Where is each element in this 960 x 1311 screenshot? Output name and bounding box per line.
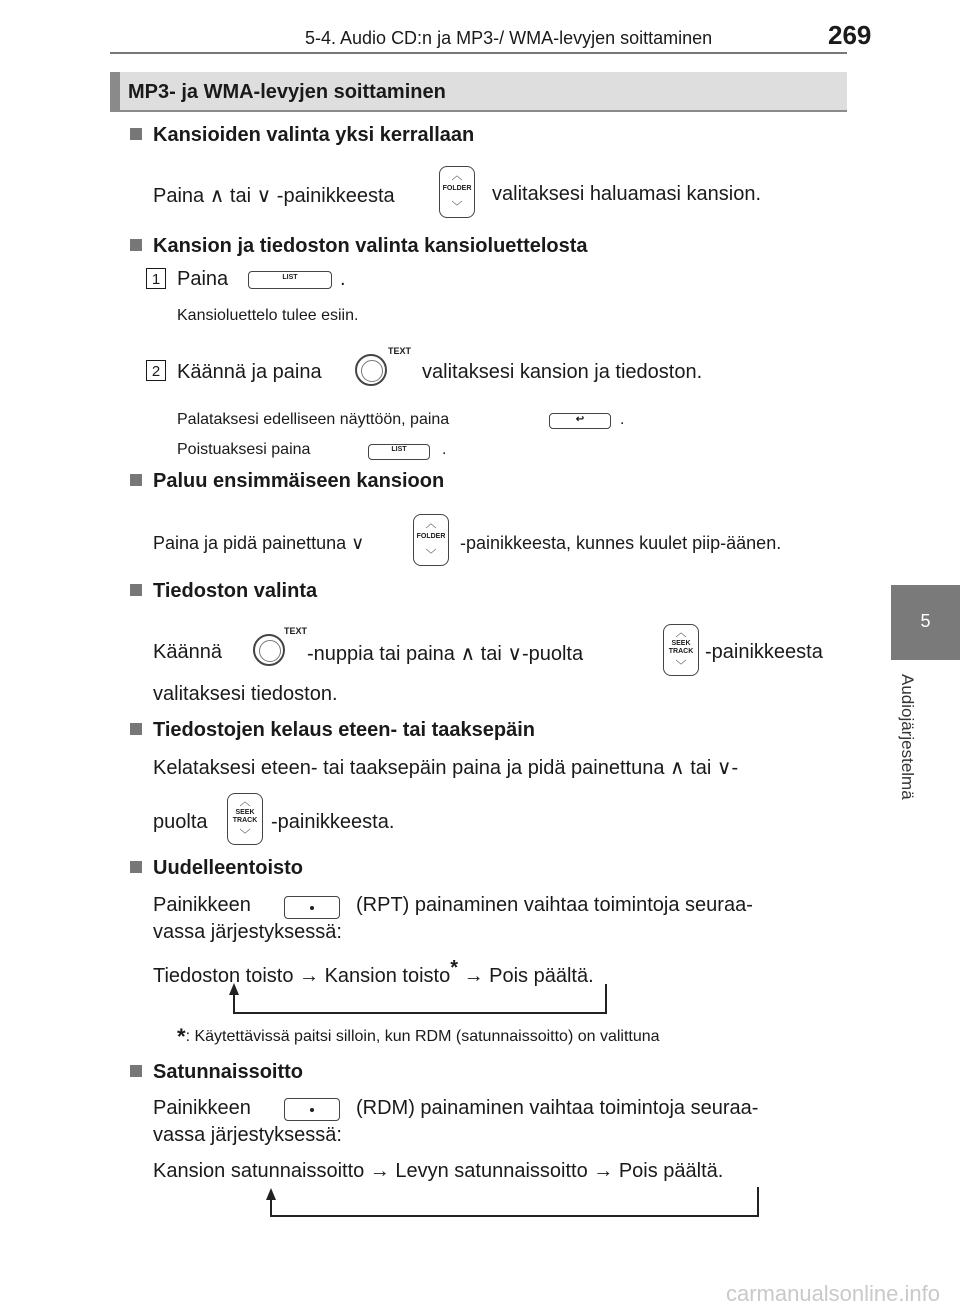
bullet-square-icon	[130, 584, 142, 596]
back-note-text-b: .	[620, 411, 625, 428]
step1-text-a: Paina	[177, 268, 229, 290]
bullet-square-icon	[130, 1065, 142, 1077]
heading-folder-list	[130, 235, 588, 258]
step1-note: Kansioluettelo tulee esiin.	[177, 307, 359, 324]
bullet-square-icon	[130, 239, 142, 251]
bullet-square-icon	[130, 128, 142, 140]
chapter-title: 5-4. Audio CD:n ja MP3-/ WMA-levyjen soittaminen	[305, 28, 713, 48]
heading-text: Tiedoston valinta	[153, 580, 318, 602]
exit-note-text-b: .	[442, 441, 447, 458]
button-label: ↩	[575, 414, 585, 425]
knob-label: TEXT	[284, 626, 308, 636]
chevron-down-icon: ﹀	[239, 829, 251, 841]
heading-text: Uudelleentoisto	[153, 857, 304, 879]
heading-text: Kansion ja tiedoston valinta kansioluettelosta	[153, 235, 588, 257]
step-number-1: 1	[146, 268, 166, 289]
bullet-square-icon	[130, 861, 142, 873]
s7-text-a: Painikkeen	[153, 1097, 251, 1119]
s6-text-c: vassa järjestyksessä:	[153, 921, 342, 943]
back-button-icon	[549, 413, 611, 429]
section-title: MP3- ja WMA-levyjen soittaminen	[128, 81, 446, 103]
exit-note-text-a: Poistuaksesi paina	[177, 441, 311, 458]
loop-line-bottom	[270, 1215, 759, 1217]
chevron-down-icon: ﹀	[451, 201, 463, 213]
header-rule	[110, 52, 847, 54]
random-sequence: Kansion satunnaissoitto → Levyn satunnaissoitto → Pois päältä.	[153, 1160, 724, 1182]
chevron-up-icon: ︿	[451, 170, 463, 182]
step-number-2: 2	[146, 360, 166, 381]
s3-text-b: -painikkeesta, kunnes kuulet piip-äänen.	[460, 533, 782, 553]
chevron-down-icon: ﹀	[425, 549, 437, 561]
bullet-square-icon	[130, 474, 142, 486]
s7-text-b: (RDM) painaminen vaihtaa toimintoja seuraa-	[356, 1097, 759, 1119]
rdm-button-icon	[284, 1098, 340, 1121]
tune-knob-icon	[253, 634, 285, 666]
side-tab-number: 5	[920, 611, 931, 631]
track-label: TRACK	[668, 648, 694, 655]
heading-text: Kansioiden valinta yksi kerrallaan	[153, 124, 475, 146]
track-label: TRACK	[232, 817, 258, 824]
list-button-icon	[368, 444, 430, 460]
loop-line-left	[233, 994, 235, 1014]
rpt-button-icon	[284, 896, 340, 919]
s6-text-a: Painikkeen	[153, 894, 251, 916]
step2-text-a: Käännä ja paina	[177, 361, 322, 383]
heading-file-select	[130, 580, 317, 603]
seek-track-button-icon	[663, 624, 699, 676]
back-note-text-a: Palataksesi edelliseen näyttöön, paina	[177, 411, 450, 428]
side-tab	[891, 585, 960, 660]
s4-text-d: valitaksesi tiedoston.	[153, 683, 338, 705]
heading-repeat	[130, 857, 303, 880]
side-tab-label-text: Audiojärjestelmä	[898, 674, 917, 800]
folder-button-icon	[439, 166, 475, 218]
button-label	[664, 640, 698, 656]
heading-folder-select	[130, 124, 474, 147]
repeat-sequence	[153, 957, 594, 988]
button-label: LIST	[282, 274, 298, 281]
footnote-asterisk: *	[177, 1024, 186, 1049]
s5-text-c: -painikkeesta.	[271, 811, 395, 833]
knob-label: TEXT	[388, 346, 412, 356]
s4-text-a: Käännä	[153, 641, 222, 663]
chevron-up-icon: ︿	[675, 627, 687, 639]
s5-text-b: puolta	[153, 811, 208, 833]
section-header-edge	[110, 72, 120, 110]
s7-text-c: vassa järjestyksessä:	[153, 1124, 342, 1146]
s1-text-a: Paina ∧ tai ∨ -painikkeesta	[153, 185, 395, 207]
heading-fast-forward	[130, 719, 535, 742]
sequence-text-b: → Pois päältä.	[463, 965, 594, 987]
button-dot-icon	[310, 1108, 314, 1112]
sequence-text-a: Tiedoston toisto → Kansion toisto	[153, 965, 451, 987]
button-label: LIST	[391, 446, 407, 453]
tune-knob-icon	[355, 354, 387, 386]
s1-text-b: valitaksesi haluamasi kansion.	[492, 183, 762, 205]
chevron-up-icon: ︿	[239, 796, 251, 808]
folder-button-icon	[413, 514, 449, 566]
chevron-up-icon: ︿	[425, 518, 437, 530]
s5-text-a: Kelataksesi eteen- tai taaksepäin paina ja pidä painettuna ∧ tai ∨-	[153, 757, 739, 779]
s3-text-a: Paina ja pidä painettuna ∨	[153, 533, 365, 553]
loop-line-right	[757, 1187, 759, 1217]
heading-text: Satunnaissoitto	[153, 1061, 304, 1083]
s4-text-b: -nuppia tai paina ∧ tai ∨-puolta	[307, 643, 584, 665]
heading-text: Tiedostojen kelaus eteen- tai taaksepäin	[153, 719, 535, 741]
section-header	[110, 72, 847, 112]
seek-label: SEEK	[235, 809, 255, 816]
step1-text-b: .	[340, 268, 346, 290]
heading-text: Paluu ensimmäiseen kansioon	[153, 470, 445, 492]
watermark: carmanualsonline.info	[725, 1281, 940, 1306]
s4-text-c: -painikkeesta	[705, 641, 823, 663]
seek-label: SEEK	[671, 640, 691, 647]
step2-text-b: valitaksesi kansion ja tiedoston.	[422, 361, 703, 383]
button-label	[228, 809, 262, 825]
footnote	[177, 1024, 660, 1050]
page-number: 269	[828, 20, 872, 50]
footnote-text: : Käytettävissä paitsi silloin, kun RDM (satunnaissoitto) on valittuna	[185, 1028, 660, 1045]
heading-return-first	[130, 470, 444, 493]
list-button-icon	[248, 271, 332, 289]
s6-text-b: (RPT) painaminen vaihtaa toimintoja seuraa-	[356, 894, 753, 916]
side-tab-label	[895, 674, 919, 834]
bullet-square-icon	[130, 723, 142, 735]
button-label: FOLDER	[442, 185, 472, 192]
chevron-down-icon: ﹀	[675, 660, 687, 672]
loop-line-bottom	[233, 1012, 607, 1014]
heading-random	[130, 1061, 303, 1084]
loop-line-right	[605, 984, 607, 1014]
asterisk: *	[450, 957, 458, 979]
seek-track-button-icon	[227, 793, 263, 845]
button-label: FOLDER	[416, 533, 446, 540]
button-dot-icon	[310, 906, 314, 910]
